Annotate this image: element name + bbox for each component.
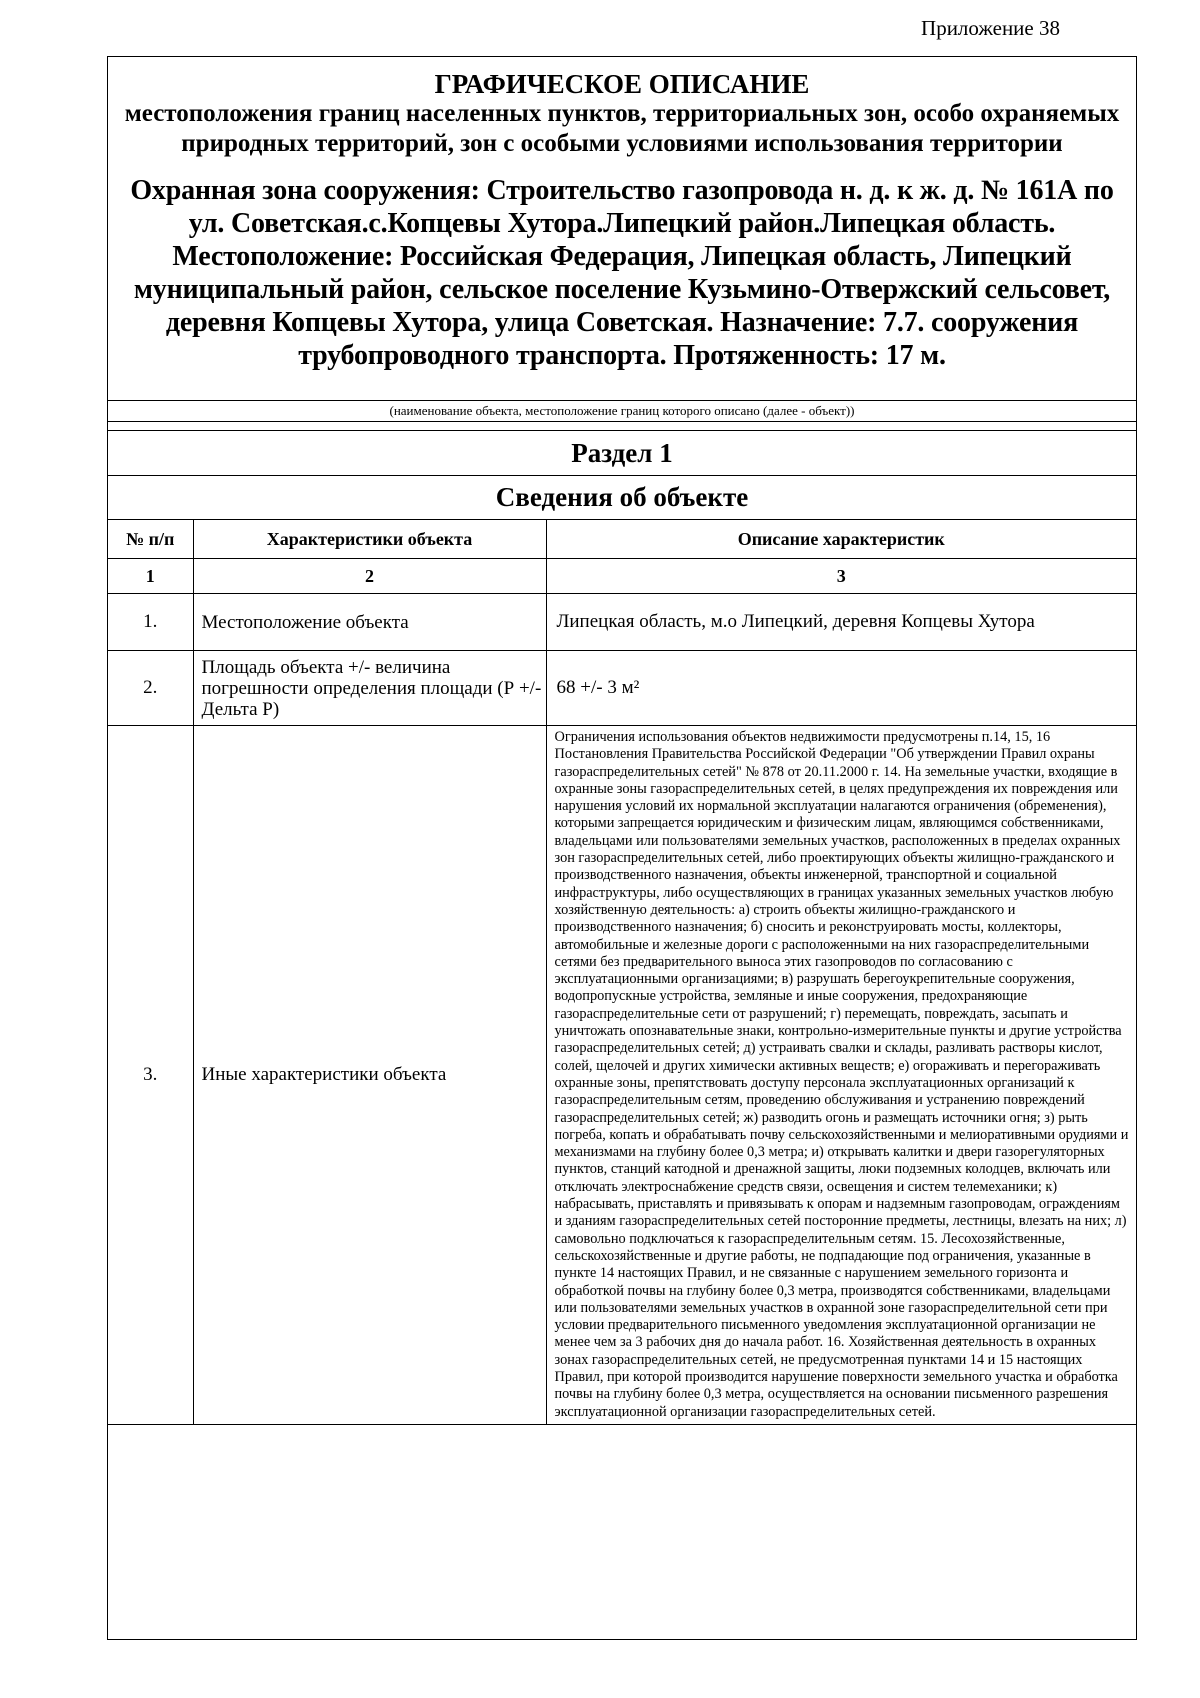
row-number: 2. [108,651,193,726]
row-description: 68 +/- 3 м² [546,651,1136,726]
section-title: Раздел 1 [108,430,1136,476]
index-cell-2: 2 [193,559,546,594]
row-characteristic: Иные характеристики объекта [193,726,546,1425]
table-row [108,594,1136,651]
table-header-row [108,520,1136,559]
document-frame [107,56,1137,1640]
title-block [108,57,1136,400]
row-characteristic: Площадь объекта +/- величина погрешности определения площади (Р +/- Дельта Р) [193,651,546,726]
index-cell-1: 1 [108,559,193,594]
section-subtitle: Сведения об объекте [108,476,1136,520]
object-caption: (наименование объекта, местоположение границ которого описано (далее - объект)) [108,400,1136,422]
document-subtitle: местоположения границ населенных пунктов, территориальных зон, особо охраняемых природных территорий, зон с особыми условиями использования территории [124,100,1120,157]
row-description: Липецкая область, м.о Липецкий, деревня Копцевы Хутора [546,594,1136,651]
row-characteristic: Местоположение объекта [193,594,546,651]
header-number: № п/п [108,520,193,559]
header-characteristic: Характеристики объекта [193,520,546,559]
index-cell-3: 3 [546,559,1136,594]
object-name: Охранная зона сооружения: Строительство газопровода н. д. к ж. д. № 161А по ул. Советская.с.Копцевы Хутора.Липецкий район.Липецкая область. Местоположение: Российская Федерация, Липецкая область, Липецкий муниципальный район, сельское поселение Кузьмино-Отвержский сельсовет, деревня Копцевы Хутора, улица Советская. Назначение: 7.7. сооружения трубопроводного транспорта. Протяженность: 17 м. [130,175,1114,371]
header-description: Описание характеристик [546,520,1136,559]
document-title: ГРАФИЧЕСКОЕ ОПИСАНИЕ [434,69,810,99]
row-number: 1. [108,594,193,651]
table-index-row [108,559,1136,594]
object-info-table [108,520,1136,1425]
row-description-restrictions: Ограничения использования объектов недвижимости предусмотрены п.14, 15, 16 Постановления Правительства Российской Федерации "Об утверждении Правил охраны газораспределительных сетей" № 878 от 20.11.2000 г. 14. На земельные участки, входящие в охранные зоны газораспределительных сетей, в целях предупреждения их повреждения или нарушения условий их нормальной эксплуатации налагаются ограничения (обременения), которыми запрещается юридическим и физическим лицам, являющимся собственниками, владельцами или пользователями земельных участков, расположенных в пределах охранных зон газораспределительных сетей, либо проектирующих объекты жилищно-гражданского и производственного назначения, объекты инженерной, транспортной и социальной инфраструктуры, либо осуществляющих в границах указанных земельных участков любую хозяйственную деятельность: а) строить объекты жилищно-гражданского и производственного назначения; б) сносить и реконструировать мосты, коллекторы, автомобильные и железные дороги с расположенными на них газораспределительными сетями без предварительного выноса этих газопроводов по согласованию с эксплуатационными организациями; в) разрушать берегоукрепительные сооружения, водопропускные устройства, земляные и иные сооружения, предохраняющие газораспределительные сети от разрушений; г) перемещать, повреждать, засыпать и уничтожать опознавательные знаки, контрольно-измерительные пункты и другие устройства газораспределительных сетей; д) устраивать свалки и склады, разливать растворы кислот, солей, щелочей и других химически активных веществ; е) огораживать и перегораживать охранные зоны, препятствовать доступу персонала эксплуатационных организаций к газораспределительным сетям, проведению обслуживания и устранению повреждений газораспределительных сетей; ж) разводить огонь и размещать источники огня; з) рыть погреба, копать и обрабатывать почву сельскохозяйственными и мелиоративными орудиями и механизмами на глубину более 0,3 метра; и) открывать калитки и двери газорегуляторных пунктов, станций катодной и дренажной защиты, люки подземных колодцев, включать или отключать электроснабжение средств связи, освещения и систем телемеханики; к) набрасывать, приставлять и привязывать к опорам и надземным газопроводам, ограждениям и зданиям газораспределительных сетей посторонние предметы, лестницы, влезать на них; л) самовольно подключаться к газораспределительным сетям. 15. Лесохозяйственные, сельскохозяйственные и другие работы, не подпадающие под ограничения, указанные в пункте 14 настоящих Правил, и не связанные с нарушением земельного горизонта и обработкой почвы на глубину более 0,3 метра, производятся собственниками, владельцами или пользователями земельных участков в охранной зоне газораспределительной сети при условии предварительного письменного уведомления эксплуатационной организации не менее чем за 3 рабочих дня до начала работ. 16. Хозяйственная деятельность в охранных зонах газораспределительных сетей, не предусмотренная пунктами 14 и 15 настоящих Правил, при которой производится нарушение поверхности земельного участка и обработка почвы на глубину более 0,3 метра, осуществляется на основании письменного разрешения эксплуатационной организации газораспределительных сетей. [546,726,1136,1425]
appendix-label: Приложение 38 [921,16,1060,40]
table-row [108,726,1136,1425]
row-number: 3. [108,726,193,1425]
table-row [108,651,1136,726]
